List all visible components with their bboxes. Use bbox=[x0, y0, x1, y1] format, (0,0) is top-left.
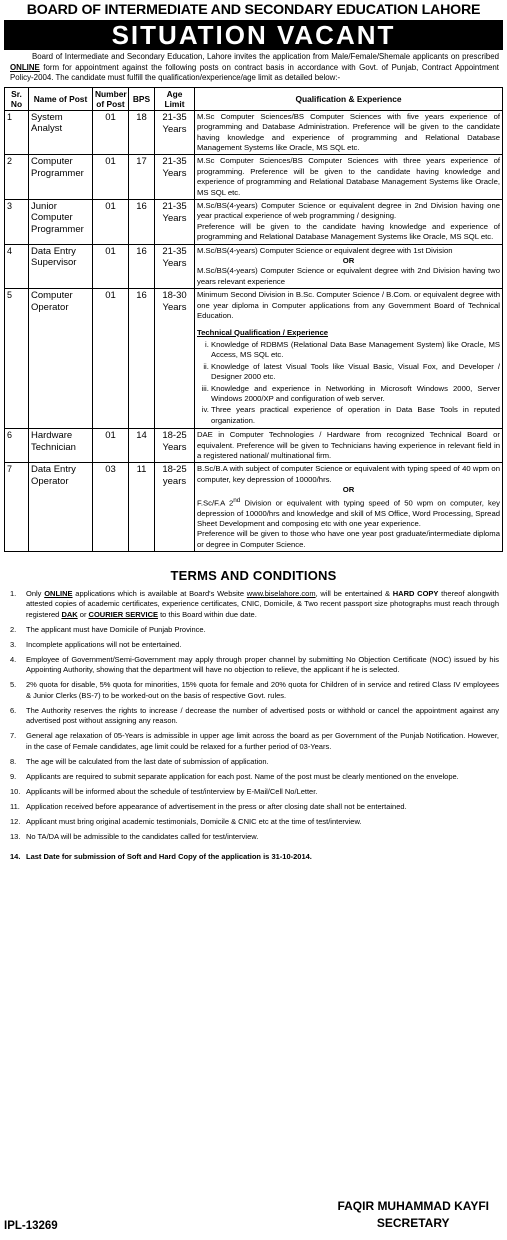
row-sr: 4 bbox=[5, 244, 29, 289]
term-number: 2. bbox=[10, 624, 17, 634]
term-text: No TA/DA will be admissible to the candidates called for test/interview. bbox=[26, 832, 259, 842]
signatory bbox=[337, 1198, 489, 1232]
term-text: Applicant must bring original academic testimonials, Domicile & CNIC etc at the time of test/interview. bbox=[26, 817, 362, 826]
terms-heading: TERMS AND CONDITIONS bbox=[170, 568, 337, 584]
term-number: 8. bbox=[10, 756, 17, 766]
qualification-text: Minimum Second Division in B.Sc. Computer Science / B.Com. or equivalent degree with one year diploma in Computer applications from any Government Board of Technical Education. bbox=[197, 290, 500, 321]
row-sr: 3 bbox=[5, 200, 29, 245]
term-text: The Authority reserves the rights to increase / decrease the number of advertised posts or withhold or cancel the appointment against any advertised post without assigning any reason. bbox=[26, 705, 499, 726]
technical-qualification-heading: Technical Qualification / Experience bbox=[197, 327, 329, 337]
row-age: 21-35 Years bbox=[155, 155, 195, 200]
row-bps: 17 bbox=[129, 155, 155, 200]
row-sr: 2 bbox=[5, 155, 29, 200]
term1-courier: COURIER SERVICE bbox=[88, 609, 158, 619]
board-title: BOARD OF INTERMEDIATE AND SECONDARY EDUCATION LAHORE bbox=[26, 2, 481, 18]
alt-text-start: F.Sc/F.A 2 bbox=[197, 498, 234, 508]
term1-online: ONLINE bbox=[44, 589, 73, 599]
term-text: Applicants will be informed about the schedule of test/interview by E-Mail/Cell No/Letter. bbox=[26, 786, 318, 796]
alt-text-end: Division or equivalent with typing speed of 50 wpm on computer, key depression of 10000/hrs and knowledge and skill of MS Office, Word Processing, Spread Sheet Development and composing etc with one year experience. bbox=[197, 498, 500, 528]
row-age: 21-35 Years bbox=[155, 244, 195, 289]
row-qualification bbox=[195, 244, 503, 289]
header-bps: BPS bbox=[129, 87, 155, 110]
header-post: Name of Post bbox=[29, 87, 93, 110]
row-sr: 7 bbox=[5, 463, 29, 552]
term-text: Application received before appearance of advertisement in the press or after closing date shall not be entertained. bbox=[26, 801, 407, 811]
row-bps: 18 bbox=[129, 110, 155, 155]
row-post: Computer Programmer bbox=[29, 155, 93, 200]
term-text: The age will be calculated from the last date of submission of application. bbox=[26, 756, 269, 766]
term-number: 4. bbox=[10, 655, 17, 665]
row-age: 18-30 Years bbox=[155, 289, 195, 429]
term-text: The applicant must have Domicile of Punjab Province. bbox=[26, 624, 206, 634]
row-sr: 5 bbox=[5, 289, 29, 429]
list-item: iii. Knowledge and experience in Networking in Microsoft Windows 2000, Server Windows 2000/XP and configuration of web server. bbox=[211, 384, 500, 405]
technical-list bbox=[197, 340, 500, 426]
table-header-row bbox=[5, 87, 503, 110]
header-number: Number of Post bbox=[93, 87, 129, 110]
qualification-text: M.Sc/BS(4-years) Computer Science or equivalent degree with 1st Division bbox=[197, 245, 453, 255]
qualification-alternative bbox=[197, 496, 500, 530]
term-number: 7. bbox=[10, 731, 17, 741]
term1-c: applications which is available at Board's Website bbox=[72, 589, 247, 599]
row-post: Computer Operator bbox=[29, 289, 93, 429]
row-post: Data Entry Operator bbox=[29, 463, 93, 552]
row-post: System Analyst bbox=[29, 110, 93, 155]
term-text: Incomplete applications will not be entertained. bbox=[26, 639, 182, 649]
intro-paragraph bbox=[10, 52, 499, 84]
qualification-preference: Preference will be given to the candidate having knowledge and experience of programming and Relational Database Management Systems like Oracle, MS SQL etc. bbox=[197, 221, 500, 242]
row-qualification: DAE in Computer Technologies / Hardware from recognized Technical Board or equivalent. Preference will be given to Technicians having experience in relevant field in a registered national/ multinational firm. bbox=[195, 429, 503, 463]
last-date-term: Last Date for submission of Soft and Hard Copy of the application is 31-10-2014. bbox=[26, 851, 312, 861]
term-item bbox=[4, 655, 503, 676]
term-number: 3. bbox=[10, 639, 17, 649]
superscript-nd: nd bbox=[233, 496, 241, 504]
term-text bbox=[26, 589, 503, 620]
row-sr: 1 bbox=[5, 110, 29, 155]
row-age: 21-35 Years bbox=[155, 200, 195, 245]
term-item bbox=[4, 772, 503, 782]
term1-k: to this Board within due date. bbox=[158, 609, 257, 619]
table-row bbox=[5, 200, 503, 245]
list-item: i. Knowledge of RDBMS (Relational Data Base Management System) like Oracle, MS Access, MS SQL etc. bbox=[211, 340, 500, 361]
row-number: 03 bbox=[93, 463, 129, 552]
row-number: 01 bbox=[93, 155, 129, 200]
term-item bbox=[4, 832, 503, 842]
row-bps: 11 bbox=[129, 463, 155, 552]
or-separator: OR bbox=[342, 256, 355, 266]
row-bps: 14 bbox=[129, 429, 155, 463]
signatory-title: SECRETARY bbox=[376, 1216, 450, 1230]
term-number: 1. bbox=[10, 589, 17, 599]
term-item bbox=[4, 640, 503, 650]
qualification-text: B.Sc/B.A with subject of computer Science or equivalent with typing speed of 40 wpm on computer, key depression of 10000/hrs. bbox=[197, 464, 500, 484]
row-number: 01 bbox=[93, 200, 129, 245]
table-row bbox=[5, 463, 503, 552]
footer bbox=[4, 1198, 503, 1238]
qualification-alternative: M.Sc/BS(4-years) Computer Science or equivalent degree with 2nd Division having two years relevant experience bbox=[197, 266, 500, 286]
term1-hard-copy: HARD COPY bbox=[392, 589, 439, 599]
row-age: 18-25 Years bbox=[155, 429, 195, 463]
term1-e: , will be entertained & bbox=[315, 589, 393, 599]
term-number: 5. bbox=[10, 680, 17, 690]
intro-online: ONLINE bbox=[10, 62, 40, 72]
row-qualification bbox=[195, 463, 503, 552]
intro-text-1: Board of Intermediate and Secondary Education, Lahore invites the application from Male/Female/Shemale applicants on prescribed bbox=[32, 52, 499, 61]
posts-table bbox=[4, 87, 503, 552]
term-item bbox=[4, 680, 503, 701]
situation-vacant-banner: SITUATION VACANT bbox=[4, 20, 503, 50]
table-row bbox=[5, 289, 503, 429]
row-number: 01 bbox=[93, 244, 129, 289]
row-qualification: M.Sc Computer Sciences/BS Computer Sciences with five years experience of programming and Database Administration. Preference will be given to the candidate having knowledge and experience of programming and Relational Database Management Systems like Oracle, MS SQL etc. bbox=[195, 110, 503, 155]
website-link[interactable]: www.biselahore.com bbox=[246, 589, 316, 599]
term-number: 12. bbox=[10, 817, 21, 826]
row-qualification: M.Sc Computer Sciences/BS Computer Sciences with three years experience of programming. Preference will be given to the candidate having knowledge and experience of programming and Relational Database Management Systems like Oracle, MS SQL etc. bbox=[195, 155, 503, 200]
intro-text-2: form for appointment against the following posts on contract basis in accordance with Govt. of Punjab, Contract Appointment Policy-2004. The candidate must fulfill the qualification/experience/age limit as detailed below:- bbox=[10, 62, 499, 83]
signatory-name: FAQIR MUHAMMAD KAYFI bbox=[337, 1199, 489, 1213]
term-number: 9. bbox=[10, 771, 17, 781]
ipl-number: IPL-13269 bbox=[4, 1220, 58, 1232]
table-row bbox=[5, 110, 503, 155]
term1-a: Only bbox=[26, 589, 45, 599]
list-item: iv. Three years practical experience of operation in Data Base Tools in reputed organization. bbox=[211, 405, 500, 426]
qualification-preference: Preference will be given to those who have one year post graduate/intermediate diploma or degree in Computer Science. bbox=[197, 529, 500, 549]
row-age: 18-25 years bbox=[155, 463, 195, 552]
term-number: 10. bbox=[10, 786, 21, 796]
row-post: Hardware Technician bbox=[29, 429, 93, 463]
row-post: Junior Computer Programmer bbox=[29, 200, 93, 245]
term-item bbox=[4, 589, 503, 620]
term1-dak: DAK bbox=[61, 609, 78, 619]
row-qualification bbox=[195, 200, 503, 245]
term-text: Employee of Government/Semi-Government may apply through proper channel by submitting No Objection Certificate (NOC) issued by his Appointing Authority, showing that the department will have no objection to relieve, the applicant if he is selected. bbox=[26, 655, 499, 675]
header-age: Age Limit bbox=[155, 87, 195, 110]
term-item bbox=[4, 625, 503, 635]
term-item bbox=[4, 787, 503, 797]
table-row bbox=[5, 155, 503, 200]
term-text: General age relaxation of 05-Years is admissible in upper age limit across the board as per Government of the Punjab Notification. However, in the case of Female candidates, age limit could be relaxed for a further period of 03-Years. bbox=[26, 731, 499, 751]
row-bps: 16 bbox=[129, 200, 155, 245]
list-item: ii. Knowledge of latest Visual Tools like Visual Basic, Visual Fox, and Developer / Designer 2000 etc. bbox=[211, 362, 500, 383]
row-age: 21-35 Years bbox=[155, 110, 195, 155]
term-item bbox=[4, 706, 503, 727]
header-qualification: Qualification & Experience bbox=[195, 87, 503, 110]
term-item bbox=[4, 817, 503, 827]
term-item bbox=[4, 757, 503, 767]
term1-g: thereof alongwith attested copies of academic certificates, experience certificates, CNIC, Domicile, & Two recent passport size photographs must reach through registered bbox=[26, 589, 499, 619]
term-item bbox=[4, 852, 503, 862]
row-number: 01 bbox=[93, 289, 129, 429]
term-text: Applicants are required to submit separate application for each post. Name of the post must be clearly mentioned on the envelope. bbox=[26, 771, 459, 781]
header-sr: Sr. No bbox=[5, 87, 29, 110]
term-number: 11. bbox=[10, 801, 20, 811]
term-number: 6. bbox=[10, 705, 17, 715]
row-bps: 16 bbox=[129, 244, 155, 289]
row-number: 01 bbox=[93, 110, 129, 155]
terms-list bbox=[4, 589, 503, 862]
term-item bbox=[4, 731, 503, 752]
row-bps: 16 bbox=[129, 289, 155, 429]
term-number: 14. bbox=[10, 851, 21, 861]
term-number: 13. bbox=[10, 832, 21, 842]
row-qualification bbox=[195, 289, 503, 429]
term-item bbox=[4, 802, 503, 812]
row-number: 01 bbox=[93, 429, 129, 463]
table-row bbox=[5, 429, 503, 463]
term1-i: or bbox=[77, 609, 89, 619]
row-sr: 6 bbox=[5, 429, 29, 463]
row-post: Data Entry Supervisor bbox=[29, 244, 93, 289]
table-row bbox=[5, 244, 503, 289]
qualification-text: M.Sc/BS(4-years) Computer Science or equivalent degree in 2nd Division having one year practical experience of web programming / designing. bbox=[197, 201, 500, 221]
or-separator: OR bbox=[342, 485, 355, 495]
term-text: 2% quota for disable, 5% quota for minorities, 15% quota for female and 20% quota for Children of in service and retired Class IV employees & Junior Clerks (BS-7) to be worked-out on the basis of respective Govt. rules. bbox=[26, 680, 499, 700]
